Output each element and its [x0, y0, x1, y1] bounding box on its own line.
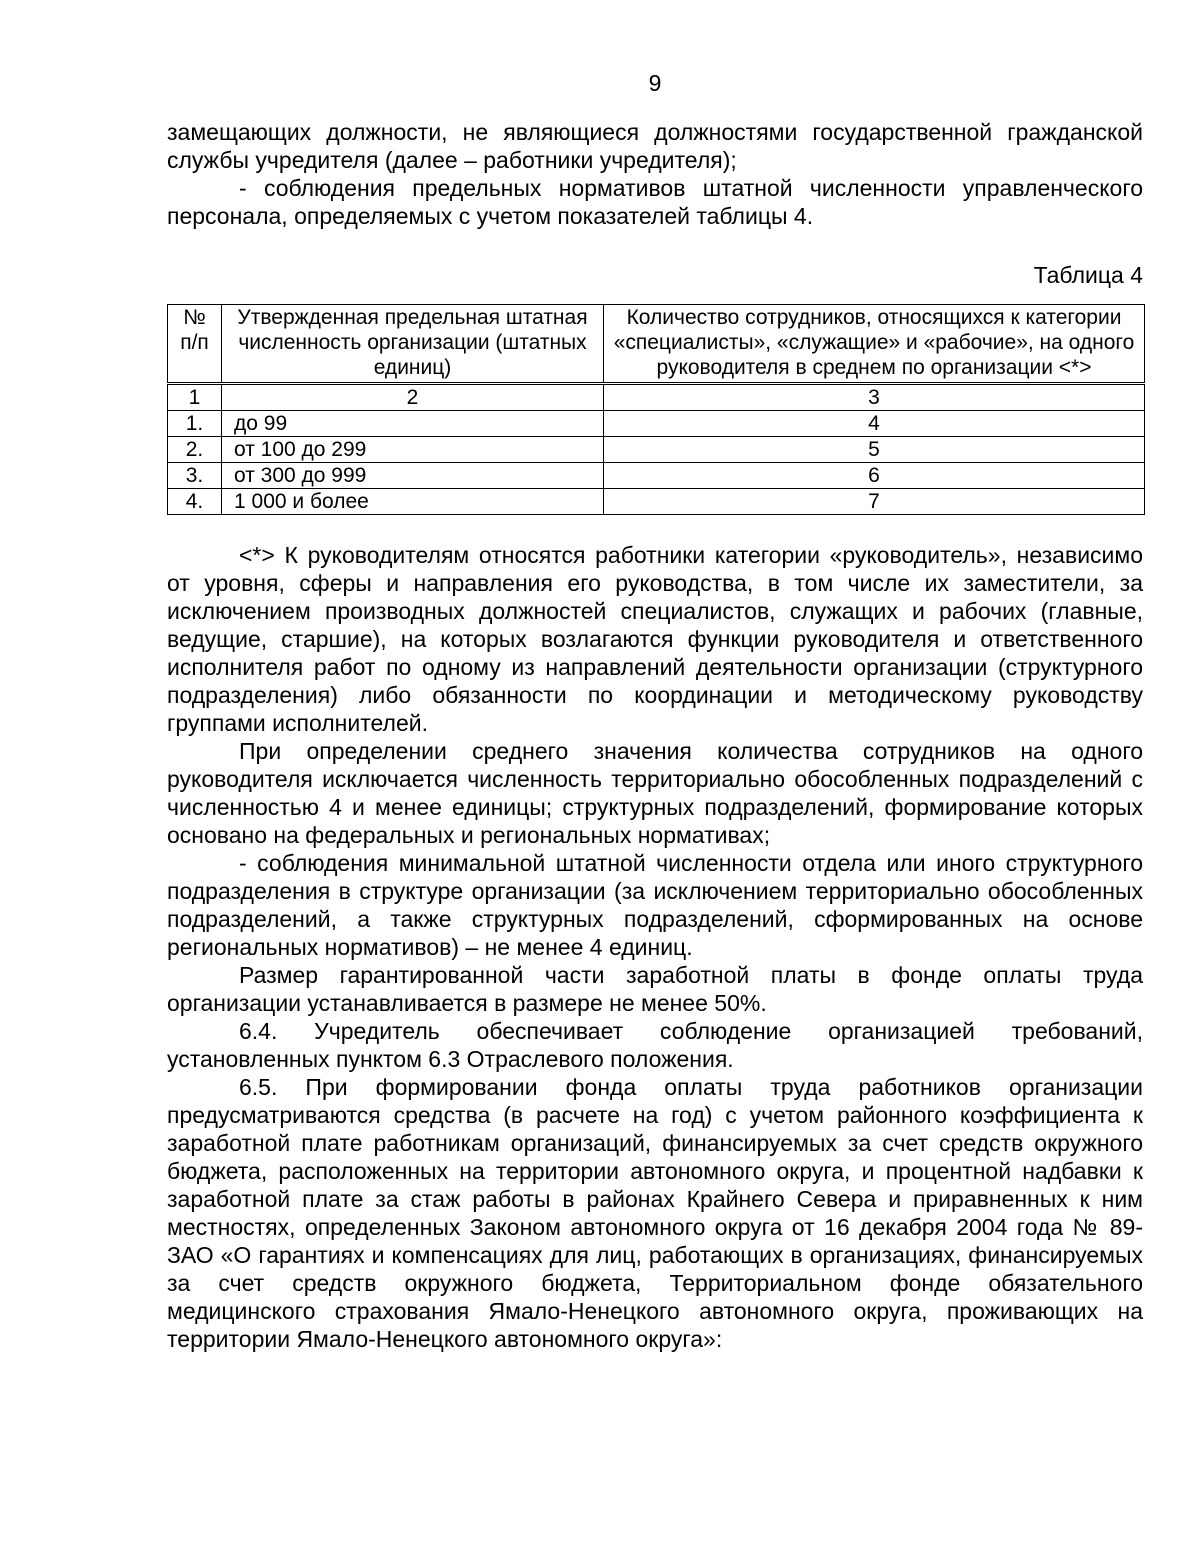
table-caption: Таблица 4: [1033, 262, 1143, 288]
header-employees-per-manager: Количество сотрудников, относящихся к категории «специалисты», «служащие» и «рабочие», на одного руководителя в среднем по организации <*>: [604, 305, 1145, 384]
row-number: 2.: [168, 437, 222, 463]
document-body: [167, 118, 1143, 1353]
row-ratio: 7: [604, 489, 1145, 515]
intro-paragraph: замещающих должности, не являющиеся должностями государственной гражданской службы учредителя (далее – работники учредителя);: [167, 119, 1143, 173]
footnote-paragraph: <*> К руководителям относятся работники категории «руководитель», независимо от уровня, сферы и направления его руководства, в том числе их заместители, за исключением производных должностей специалистов, служащих и рабочих (главные, ведущие, старшие), на которых возлагаются функции руководителя и ответственного исполнителя работ по одному из направлений деятельности организации (структурного подразделения) либо обязанности по координации и методическому руководству группами исполнителей.: [167, 542, 1143, 736]
row-number: 3.: [168, 463, 222, 489]
table-row: [168, 411, 1145, 437]
row-staff-range: от 300 до 999: [222, 463, 604, 489]
column-number-row: [168, 384, 1145, 411]
intro-paragraph: - соблюдения предельных нормативов штатной численности управленческого персонала, определяемых с учетом показателей таблицы 4.: [167, 175, 1143, 229]
row-staff-range: от 100 до 299: [222, 437, 604, 463]
row-staff-range: до 99: [222, 411, 604, 437]
row-ratio: 4: [604, 411, 1145, 437]
page-number: 9: [648, 70, 662, 96]
row-ratio: 6: [604, 463, 1145, 489]
header-number: № п/п: [168, 305, 222, 384]
column-number: 3: [604, 384, 1145, 411]
table-header-row: [168, 305, 1145, 384]
clause-6-5-paragraph: 6.5. При формировании фонда оплаты труда работников организации предусматриваются средства (в расчете на год) с учетом районного коэффициента к заработной плате работникам организаций, финансируемых за счет средств окружного бюджета, расположенных на территории автономного округа, и процентной надбавки к заработной плате за стаж работы в районах Крайнего Севера и приравненных к ним местностях, определенных Законом автономного округа от 16 декабря 2004 года № 89-ЗАО «О гарантиях и компенсациях для лиц, работающих в организациях, финансируемых за счет средств окружного бюджета, Территориальном фонде обязательного медицинского страхования Ямало-Ненецкого автономного округа, проживающих на территории Ямало-Ненецкого автономного округа»:: [167, 1074, 1143, 1352]
row-staff-range: 1 000 и более: [222, 489, 604, 515]
table-row: [168, 463, 1145, 489]
staff-norms-table: [167, 304, 1145, 515]
table-row: [168, 437, 1145, 463]
row-number: 1.: [168, 411, 222, 437]
table-row: [168, 489, 1145, 515]
body-paragraph: - соблюдения минимальной штатной численности отдела или иного структурного подразделения в структуре организации (за исключением территориально обособленных подразделений, а также структурных подразделений, сформированных на основе региональных нормативов) – не менее 4 единиц.: [167, 850, 1143, 960]
body-paragraph: При определении среднего значения количества сотрудников на одного руководителя исключается численность территориально обособленных подразделений с численностью 4 и менее единицы; структурных подразделений, формирование которых основано на федеральных и региональных нормативах;: [167, 738, 1143, 848]
column-number: 2: [222, 384, 604, 411]
body-paragraph: Размер гарантированной части заработной платы в фонде оплаты труда организации устанавливается в размере не менее 50%.: [167, 962, 1143, 1016]
column-number: 1: [168, 384, 222, 411]
clause-6-4-paragraph: 6.4. Учредитель обеспечивает соблюдение организацией требований, установленных пунктом 6.3 Отраслевого положения.: [167, 1018, 1143, 1072]
header-staff-limit: Утвержденная предельная штатная численность организации (штатных единиц): [222, 305, 604, 384]
row-ratio: 5: [604, 437, 1145, 463]
row-number: 4.: [168, 489, 222, 515]
